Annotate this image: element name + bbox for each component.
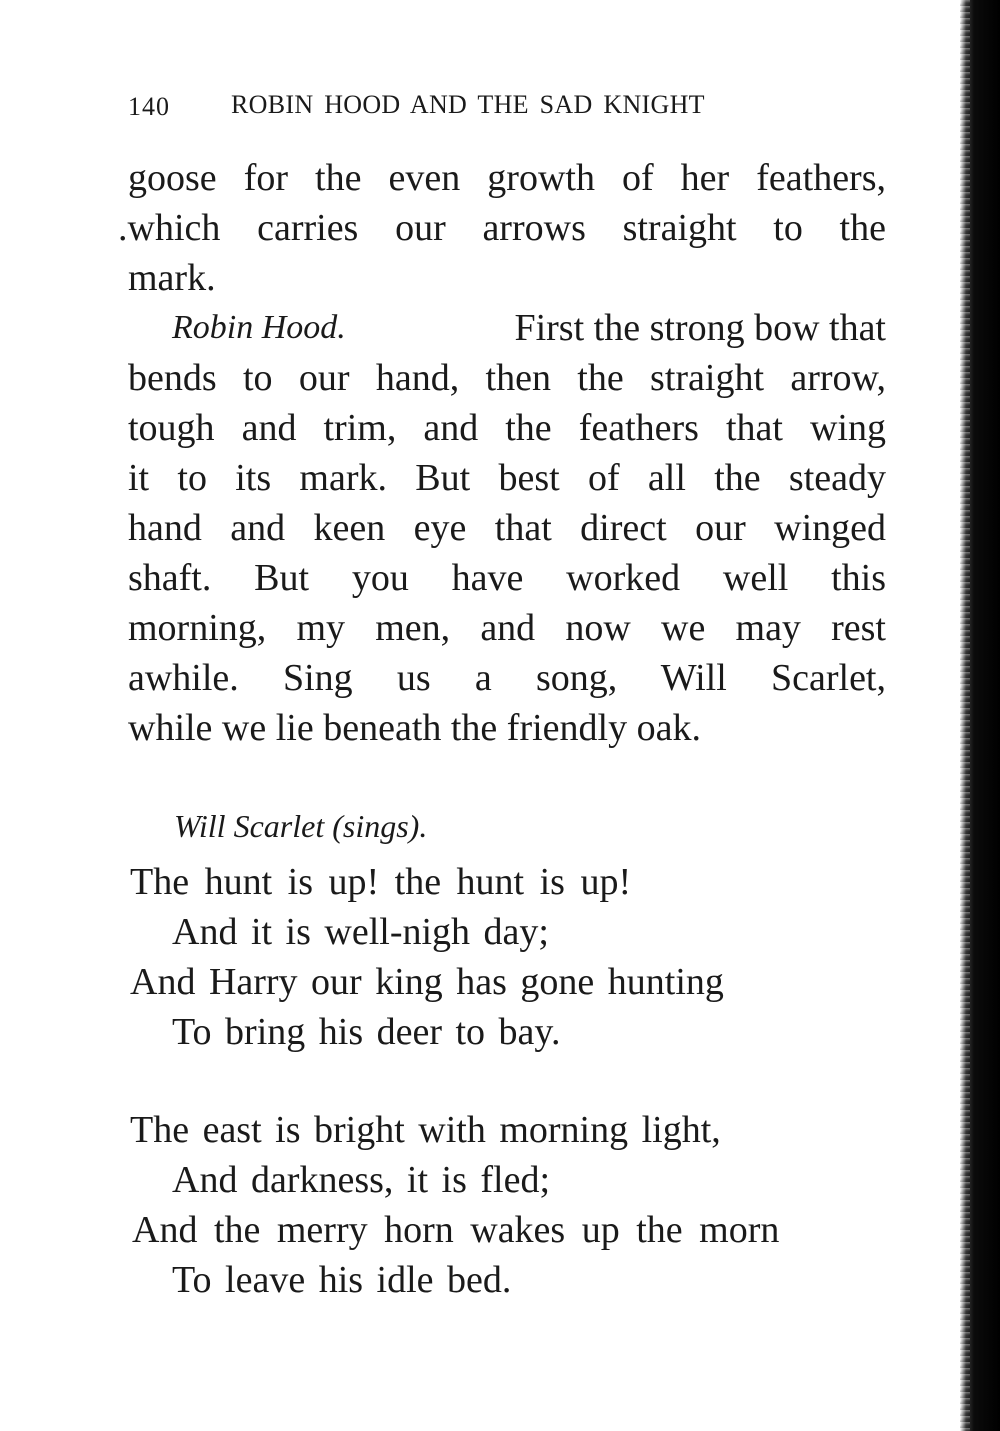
speech-line: shaft. But you have worked well this [128, 557, 886, 599]
verse-line: And darkness, it is fled; [172, 1159, 551, 1201]
verse-line: And Harry our king has gone hunting [130, 961, 724, 1003]
speech-first-line [172, 306, 886, 350]
verse-line: To leave his idle bed. [172, 1259, 512, 1301]
speech-line: while we lie beneath the friendly oak. [128, 707, 701, 749]
running-title: ROBIN HOOD AND THE SAD KNIGHT [231, 90, 705, 119]
page-header [128, 88, 888, 128]
speech-text: First the strong bow that [514, 307, 886, 349]
page-number: 140 [128, 92, 170, 121]
speech-line: bends to our hand, then the straight arrow, [128, 357, 886, 399]
speech-line: morning, my men, and now we may rest [128, 607, 886, 649]
verse-line: And it is well-nigh day; [172, 911, 549, 953]
prose-line: mark. [128, 257, 216, 299]
song-speaker: Will Scarlet [174, 808, 325, 844]
verse-line: And the merry horn wakes up the morn [132, 1209, 780, 1251]
page-edge-shadow [960, 0, 1000, 1431]
speech-line: it to its mark. But best of all the steady [128, 457, 886, 499]
speech-line: awhile. Sing us a song, Will Scarlet, [128, 657, 886, 699]
verse-line: The hunt is up! the hunt is up! [130, 861, 632, 903]
prose-line: goose for the even growth of her feathers, [128, 157, 886, 199]
song-heading [174, 804, 427, 848]
prose-line: .which carries our arrows straight to the [118, 207, 886, 249]
verse-line: To bring his deer to bay. [172, 1011, 561, 1053]
speaker-name: Robin Hood. [172, 309, 346, 346]
speech-line: hand and keen eye that direct our winged [128, 507, 886, 549]
stage-direction: (sings). [332, 808, 428, 844]
speech-line: tough and trim, and the feathers that wing [128, 407, 886, 449]
verse-line: The east is bright with morning light, [130, 1109, 721, 1151]
